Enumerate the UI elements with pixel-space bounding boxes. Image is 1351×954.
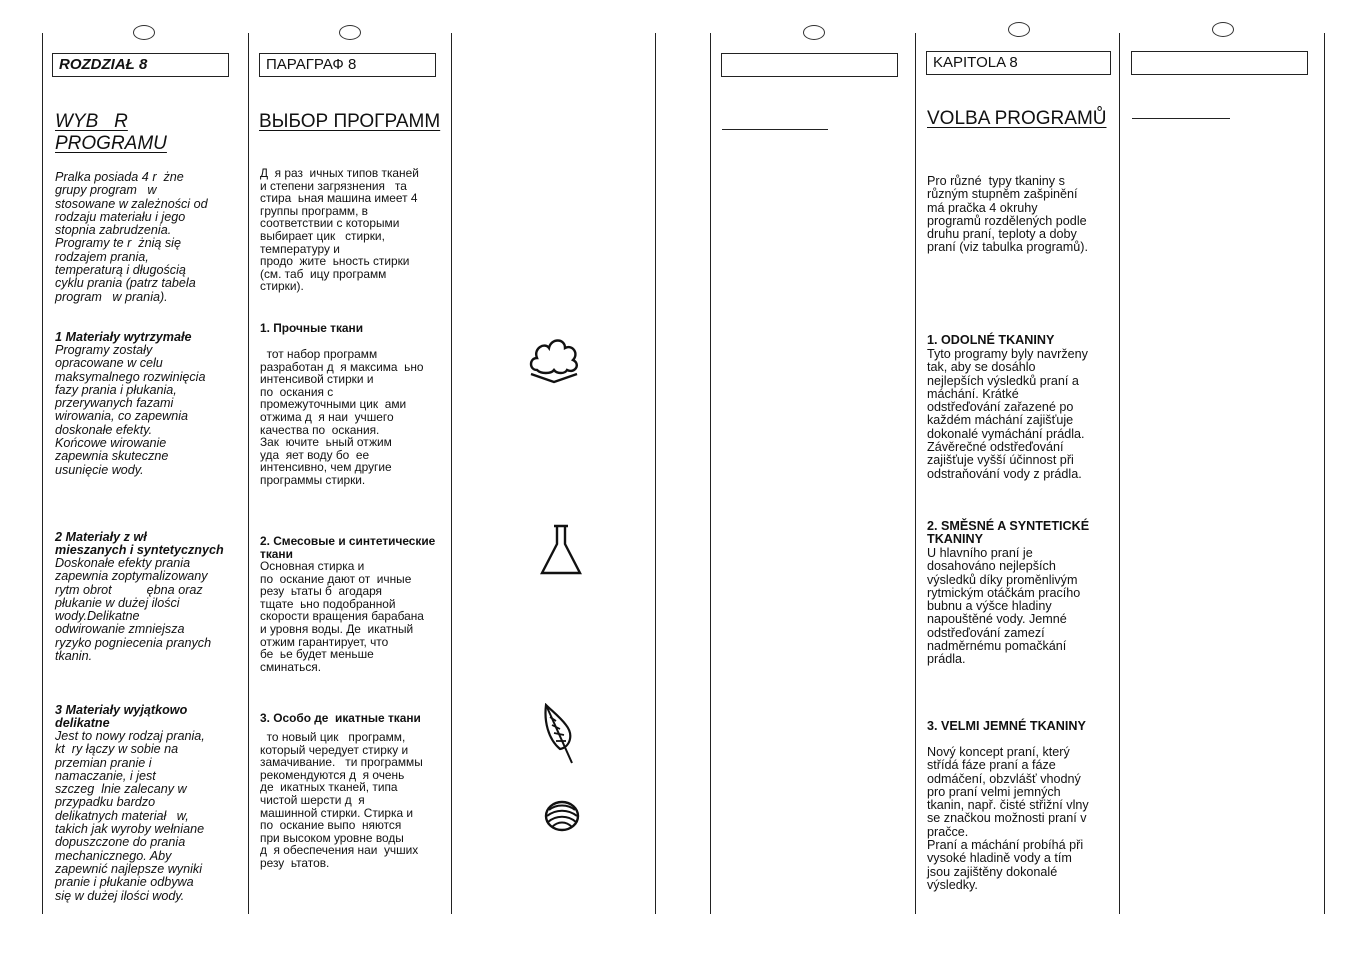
section-text: Tyto programy byly navrženy tak, aby se dosáhlo nejlepších výsledků praní a máchání. Krátké odstřeďování zařazené po každém máchání zajišťuje dokonalé vymáchání prádla. Závěrečné odstřeďování zajišťuje vyšší účinnost při odstraňování vody z prádla. — [927, 347, 1088, 481]
language-marker — [1212, 22, 1234, 37]
section-title: 2. Смесовые и синтетические ткани — [260, 534, 436, 561]
column-divider — [248, 33, 249, 914]
title-underline — [722, 129, 828, 130]
section-title: 3. Особо де икатные ткани — [260, 711, 421, 725]
language-marker — [1008, 22, 1030, 37]
section-text: Doskonałe efekty prania zapewnia zoptymalizowany rytm obrot ębna oraz płukanie w dużej ilości wody.Delikatne odwirowanie zmniejsza ryzyko pogniecenia pranych tkanin. — [55, 556, 212, 664]
column-divider — [655, 33, 656, 914]
section-text: тот набор программ разработан д я максима ьно интенсивой стирки и по оскания с промежуточными цик ами отжима д я наи учшего качества по оскания. Зак ючите ьный отжим уда яет воду бо ее интенсивно, чем другие программы стирки. — [260, 347, 424, 487]
delicate-feather-icon — [540, 703, 576, 765]
language-marker — [133, 25, 155, 40]
synthetic-flask-icon — [539, 524, 583, 576]
section-title: 2. SMĚSNÉ A SYNTETICKÉ TKANINY — [927, 519, 1090, 547]
section-title: 1. ODOLNÉ TKANINY — [927, 333, 1055, 347]
column-divider — [710, 33, 711, 914]
language-marker — [339, 25, 361, 40]
title-underline — [1132, 118, 1230, 119]
section-text: Nový koncept praní, který střídá fáze praní a fáze odmáčení, obzvlášť vhodný pro praní velmi jemných tkanin, např. čisté střižní vlny se značkou možnosti praní v pračce. Praní a máchání probíhá při vysoké hladině vody a tím jsou zajištěny dokonalé výsledky. — [927, 745, 1089, 892]
section-title: 1 Materiały wytrzymałe — [55, 330, 192, 344]
column-divider — [1119, 33, 1120, 914]
section-text: Основная стирка и по оскание дают от ичные резу ьтаты б агодаря тщате ьно подобранной скорости вращения барабана и уровня воды. Де икатный отжим гарантирует, что бе ье будет меньше сминаться. — [260, 559, 424, 674]
intro-text: Д я раз ичных типов тканей и степени загрязнения та стира ьная машина имеет 4 группы программ, в соответствии с которыми выбирает цик стирки, температуру и продо жите ьность стирки (см. таб ицу программ стирки). — [260, 166, 419, 294]
column-divider — [915, 33, 916, 914]
column-divider — [42, 33, 43, 914]
section-title: 3 Materiały wyjątkowo delikatne — [55, 703, 188, 731]
section-title: 3. VELMI JEMNÉ TKANINY — [927, 719, 1086, 733]
page-title: VOLBA PROGRAMŮ — [927, 108, 1107, 129]
cotton-icon — [527, 334, 581, 386]
intro-text: Pralka posiada 4 r żne grupy program w stosowane w zależności od rodzaju materiału i jego stopnia zabrudzenia. Programy te r żnią się rodzajem prania, temperaturą i długością cyklu prania (patrz tabela program w prania). — [55, 170, 208, 304]
chapter-heading: ROZDZIAŁ 8 — [52, 53, 229, 77]
column-divider — [451, 33, 452, 914]
section-title: 2 Materiały z wł mieszanych i syntetycznych — [55, 530, 224, 558]
page-title: WYB R PROGRAMU — [55, 111, 167, 154]
chapter-heading: KAPITOLA 8 — [926, 51, 1111, 75]
section-text: то новый цик программ, который чередует стирку и замачивание. ти программы рекомендуются д я очень де икатных тканей, типа чистой шерсти д я машинной стирки. Стирка и по оскание выпо няются при высоком уровне воды д я обеспечения наи учших резу ьтатов. — [260, 730, 423, 870]
section-title: 1. Прочные ткани — [260, 321, 364, 335]
column-divider — [1324, 33, 1325, 914]
section-text: Jest to nowy rodzaj prania, kt ry łączy w sobie na przemian pranie i namaczanie, i jest szczeg lnie zalecany w przypadku bardzo delikatnych materiał w, takich jak wyroby wełniane dopuszczone do prania mechanicznego. Aby zapewnić najlepsze wyniki pranie i płukanie odbywa się w dużej ilości wody. — [55, 729, 205, 903]
chapter-heading: ПАРАГРАФ 8 — [259, 53, 436, 77]
chapter-heading-blank — [721, 53, 898, 77]
intro-text: Pro různé typy tkaniny s různým stupněm zašpinění má pračka 4 okruhy programů rozdělených podle druhu praní, teploty a doby praní (viz tabulka programů). — [927, 174, 1088, 255]
section-text: Programy zostały opracowane w celu maksymalnego rozwinięcia fazy prania i płukania, przerywanych fazami wirowania, co zapewnia doskonałe efekty. Końcowe wirowanie zapewnia skuteczne usunięcie wody. — [55, 343, 206, 477]
wool-icon — [544, 800, 580, 832]
section-text: U hlavního praní je dosahováno nejlepších výsledků díky proměnlivým rytmickým otáčkám pracího bubnu a výšce hladiny napouštěné vody. Jemné odstřeďování zamezí nadměrnému pomačkání prádla. — [927, 546, 1081, 667]
language-marker — [803, 25, 825, 40]
page-title: ВЫБОР ПРОГРАММ — [259, 111, 441, 132]
chapter-heading-blank — [1131, 51, 1308, 75]
